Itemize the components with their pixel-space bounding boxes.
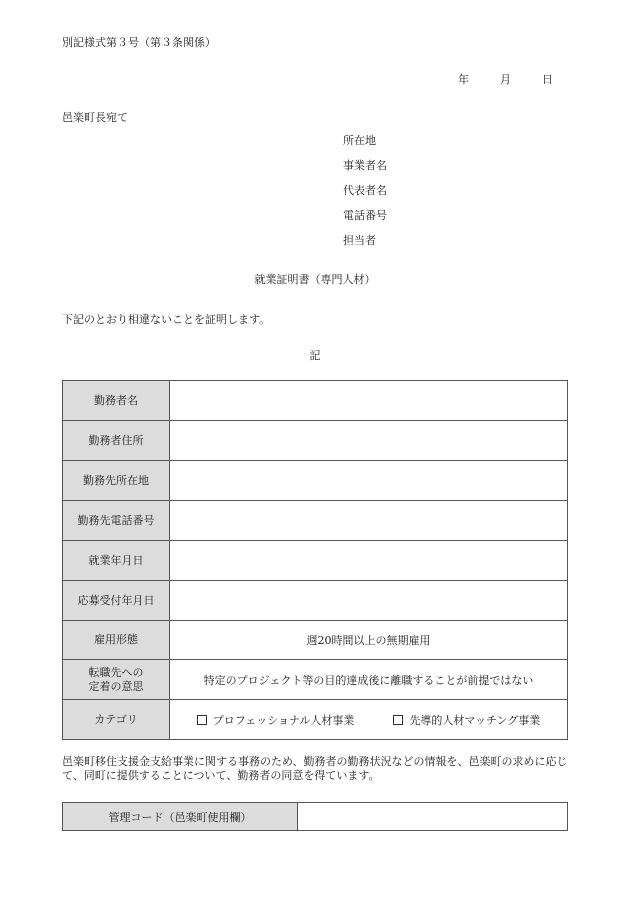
checkbox-icon[interactable] <box>393 715 403 725</box>
date-year-label: 年 <box>458 73 469 86</box>
table-row <box>63 541 568 581</box>
applicant-person-in-charge-label: 担当者 <box>343 234 376 247</box>
applicant-phone-label: 電話番号 <box>343 209 387 222</box>
table-row <box>63 421 568 461</box>
applicant-representative-label: 代表者名 <box>343 184 387 197</box>
ki-heading: 記 <box>309 349 321 362</box>
table-row <box>63 700 568 740</box>
category-option-professional-label: プロフェッショナル人材事業 <box>212 713 355 727</box>
table-row <box>63 461 568 501</box>
checkbox-icon[interactable] <box>197 715 207 725</box>
applicant-address-label: 所在地 <box>343 134 376 147</box>
retention-intent-label <box>63 660 170 700</box>
management-code-label: 管理コード（邑楽町使用欄） <box>63 803 298 831</box>
category-option-leading[interactable] <box>393 712 540 728</box>
retention-intent-label-line2: 定着の意思 <box>88 679 144 693</box>
certification-statement: 下記のとおり相違ないことを証明します。 <box>62 313 271 326</box>
date-day-label: 日 <box>542 73 553 86</box>
form-number: 別記様式第３号（第３条関係） <box>62 36 216 49</box>
workplace-phone-field[interactable] <box>170 501 568 541</box>
employment-date-field[interactable] <box>170 541 568 581</box>
application-date-field[interactable] <box>170 581 568 621</box>
management-code-field[interactable] <box>298 803 568 831</box>
table-row <box>63 501 568 541</box>
workplace-address-field[interactable] <box>170 461 568 501</box>
date-month-label: 月 <box>500 73 511 86</box>
table-row <box>63 621 568 660</box>
worker-name-label: 勤務者名 <box>63 381 170 421</box>
workplace-address-label: 勤務先所在地 <box>63 461 170 501</box>
category-option-leading-label: 先導的人材マッチング事業 <box>409 713 541 727</box>
category-label: カテゴリ <box>63 700 170 740</box>
date-row <box>458 71 553 87</box>
category-option-professional[interactable] <box>197 712 355 728</box>
worker-name-field[interactable] <box>170 381 568 421</box>
retention-intent-label-line1: 転職先への <box>88 665 144 679</box>
retention-intent-value: 特定のプロジェクト等の目的達成後に離職することが前提ではない <box>170 660 568 700</box>
applicant-business-name-label: 事業者名 <box>343 159 387 172</box>
table-row <box>63 803 568 831</box>
employment-table <box>62 380 568 740</box>
employment-type-value: 週20時間以上の無期雇用 <box>170 621 568 660</box>
worker-address-label: 勤務者住所 <box>63 421 170 461</box>
addressee: 邑楽町長宛て <box>62 111 128 124</box>
category-options <box>170 700 568 740</box>
management-table <box>62 802 568 831</box>
applicant-block <box>343 134 387 259</box>
workplace-phone-label: 勤務先電話番号 <box>63 501 170 541</box>
table-row <box>63 581 568 621</box>
table-row <box>63 381 568 421</box>
employment-date-label: 就業年月日 <box>63 541 170 581</box>
worker-address-field[interactable] <box>170 421 568 461</box>
employment-type-label: 雇用形態 <box>63 621 170 660</box>
table-row <box>63 660 568 700</box>
consent-text: 邑楽町移住支援金支給事業に関する事務のため、勤務者の勤務状況などの情報を、邑楽町の求めに応じて、同町に提供することについて、勤務者の同意を得ています。 <box>62 755 568 782</box>
document-title: 就業証明書（専門人材） <box>254 273 376 286</box>
application-date-label: 応募受付年月日 <box>63 581 170 621</box>
